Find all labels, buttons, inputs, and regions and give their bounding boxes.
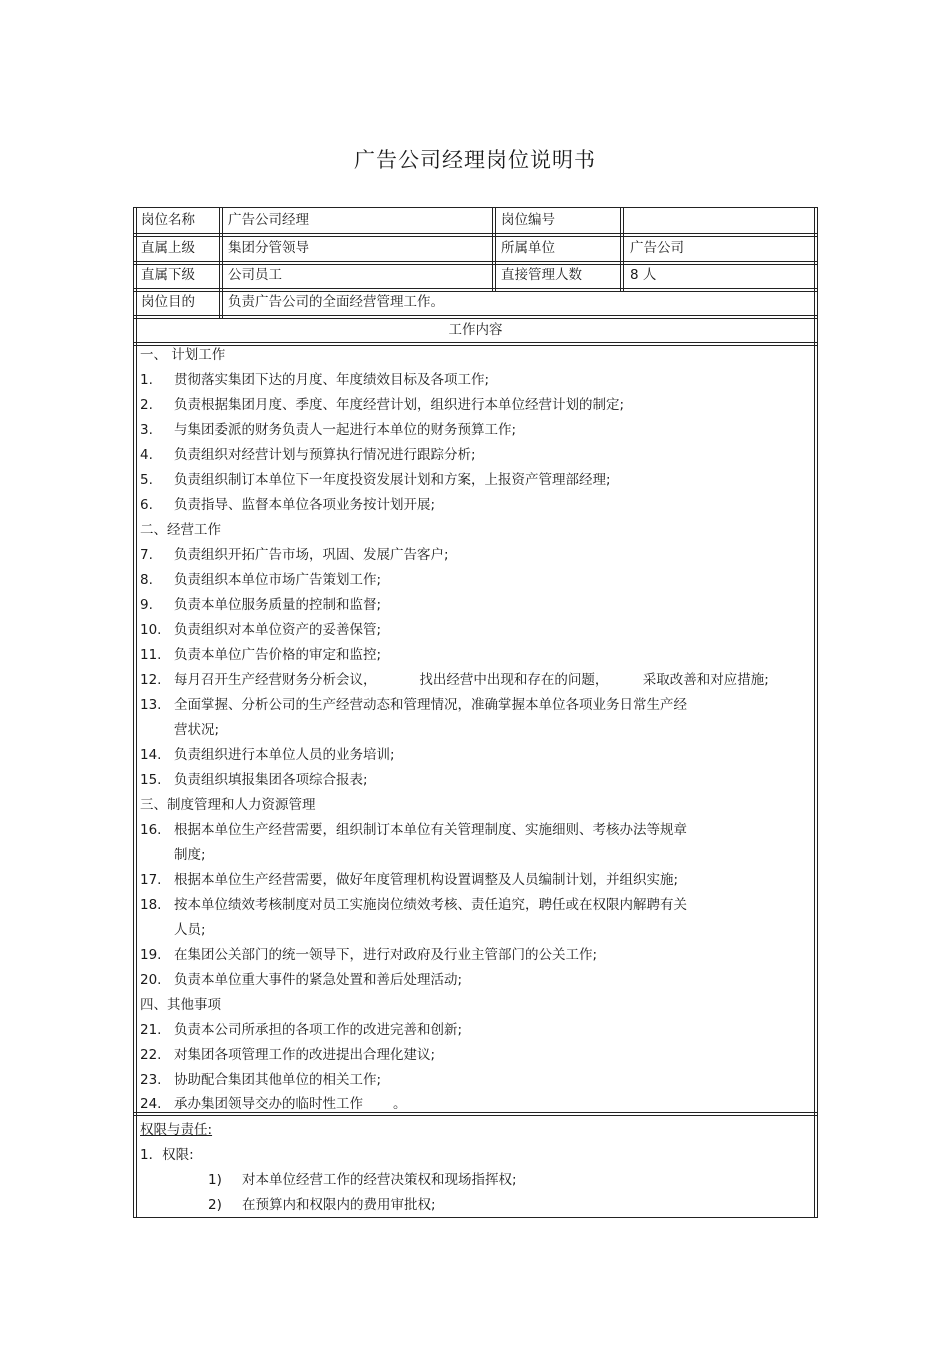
item-text: 负责本公司所承担的各项工作的改进完善和创新; [174,1022,463,1038]
row-divider [133,342,818,343]
item-text: 对集团各项管理工作的改进提出合理化建议; [174,1047,436,1063]
item-number: 14. [140,747,162,763]
value-managed-count: 8 人 [630,267,657,283]
work-content-heading: 工作内容 [448,322,503,338]
item-number: 17. [140,872,162,888]
item-text: 负责组织本单位市场广告策划工作; [174,572,382,588]
item-text: 全面掌握、分析公司的生产经营动态和管理情况，准确掌握本单位各项业务日常生产经 [174,697,687,713]
row-divider [133,315,818,316]
item-text: 负责本单位服务质量的控制和监督; [174,597,382,613]
label-position-code: 岗位编号 [501,212,555,228]
section-heading: 一、 计划工作 [140,347,226,363]
authority-heading: 权限与责任: [140,1122,213,1138]
row-divider [133,236,818,237]
row-divider [133,288,818,289]
list-item [140,470,611,490]
item-number: 12. [140,672,162,688]
item-text: 负责组织制订本单位下一年度投资发展计划和方案，上报资产管理部经理; [174,472,611,488]
label-unit: 所属单位 [501,240,555,256]
item-text: 负责组织开拓广告市场，巩固、发展广告客户; [174,547,449,563]
list-item [140,670,769,690]
item-text: 负责指导、监督本单位各项业务按计划开展; [174,497,436,513]
label-position-name: 岗位名称 [141,212,195,228]
item-number: 13. [140,697,162,713]
item-text: 与集团委派的财务负责人一起进行本单位的财务预算工作; [174,422,517,438]
value-direct-subordinate: 公司员工 [228,267,282,283]
label-direct-subordinate: 直属下级 [141,267,195,283]
section-heading: 三、制度管理和人力资源管理 [140,797,316,813]
item-text: 贯彻落实集团下达的月度、年度绩效目标及各项工作; [174,372,490,388]
item-text: 负责组织进行本单位人员的业务培训; [174,747,395,763]
item-text: 负责组织填报集团各项综合报表; [174,772,368,788]
row-divider [133,233,818,234]
label-managed-count: 直接管理人数 [501,267,582,283]
item-text: 对本单位经营工作的经营决策权和现场指挥权; [242,1172,517,1188]
item-text: 按本单位绩效考核制度对员工实施岗位绩效考核、责任追究，聘任或在权限内解聘有关 [174,897,687,913]
list-item [208,1170,517,1190]
row-divider [133,345,818,346]
item-text: 根据本单位生产经营需要，组织制订本单位有关管理制度、实施细则、考核办法等规章 [174,822,687,838]
item-number: 8. [140,572,153,588]
item-number: 22. [140,1047,162,1063]
value-unit: 广告公司 [630,240,684,256]
column-divider [814,207,815,1218]
item-number: 3. [140,422,153,438]
column-divider [136,207,137,1218]
row-divider [133,318,818,319]
item-text-continued: 人员; [174,922,206,938]
column-divider [219,207,220,318]
item-text: 负责组织对本单位资产的妥善保管; [174,622,382,638]
item-number: 24. [140,1096,162,1112]
item-number: 23. [140,1072,162,1088]
item-number: 18. [140,897,162,913]
item-number: 9. [140,597,153,613]
item-number: 16. [140,822,162,838]
list-item [140,395,624,415]
item-number: 15. [140,772,162,788]
item-number: 4. [140,447,153,463]
item-text: 在预算内和权限内的费用审批权; [242,1197,436,1213]
value-position-name: 广告公司经理 [228,212,309,228]
value-direct-superior: 集团分管领导 [228,240,309,256]
list-item [140,970,462,990]
label-direct-superior: 直属上级 [141,240,195,256]
list-item [140,1094,407,1114]
item-number: 5. [140,472,153,488]
column-divider [222,207,223,318]
row-divider [133,261,818,262]
list-item [208,1195,436,1215]
label-position-purpose: 岗位目的 [141,294,195,310]
item-text-continued: 制度; [174,847,206,863]
list-item [140,945,597,965]
column-divider [623,207,624,291]
item-number: 7. [140,547,153,563]
item-text: 负责本单位广告价格的审定和监控; [174,647,382,663]
item-text: 每月召开生产经营财务分析会议， 找出经营中出现和存在的问题， 采取改善和对应措施; [174,672,769,688]
item-text: 负责根据集团月度、季度、年度经营计划，组织进行本单位经营计划的制定; [174,397,625,413]
item-text: 在集团公关部门的统一领导下，进行对政府及行业主管部门的公关工作; [174,947,598,963]
item-number: 1) [208,1172,222,1188]
section-heading: 四、其他事项 [140,997,221,1013]
value-position-purpose: 负责广告公司的全面经营管理工作。 [228,294,444,310]
item-text: 负责组织对经营计划与预算执行情况进行跟踪分析; [174,447,476,463]
list-item [140,695,687,715]
column-divider [620,207,621,291]
list-item [140,545,449,565]
item-text: 根据本单位生产经营需要，做好年度管理机构设置调整及人员编制计划，并组织实施; [174,872,679,888]
list-item [140,595,381,615]
item-number: 2. [140,397,153,413]
list-item [140,820,687,840]
list-item [140,1070,381,1090]
list-item [140,645,381,665]
list-item [140,745,395,765]
list-item [140,770,368,790]
list-item [140,420,516,440]
list-item [140,895,687,915]
authority-subheading: 1．权限: [140,1147,194,1163]
row-divider [133,1115,818,1116]
list-item [140,620,381,640]
item-text-continued: 营状况; [174,722,220,738]
item-number: 19. [140,947,162,963]
list-item [140,370,489,390]
item-number: 2) [208,1197,222,1213]
column-divider [495,207,496,291]
page-title: 广告公司经理岗位说明书 [354,148,596,172]
item-text: 承办集团领导交办的临时性工作 。 [174,1096,407,1112]
item-text: 负责本单位重大事件的紧急处置和善后处理活动; [174,972,463,988]
item-number: 6. [140,497,153,513]
list-item [140,1020,462,1040]
list-item [140,870,678,890]
column-divider [492,207,493,291]
item-number: 1. [140,372,153,388]
list-item [140,495,435,515]
list-item [140,445,476,465]
item-number: 11. [140,647,162,663]
item-text: 协助配合集团其他单位的相关工作; [174,1072,382,1088]
item-number: 20. [140,972,162,988]
list-item [140,1045,435,1065]
list-item [140,570,381,590]
item-number: 21. [140,1022,162,1038]
item-number: 10. [140,622,162,638]
section-heading: 二、经营工作 [140,522,221,538]
